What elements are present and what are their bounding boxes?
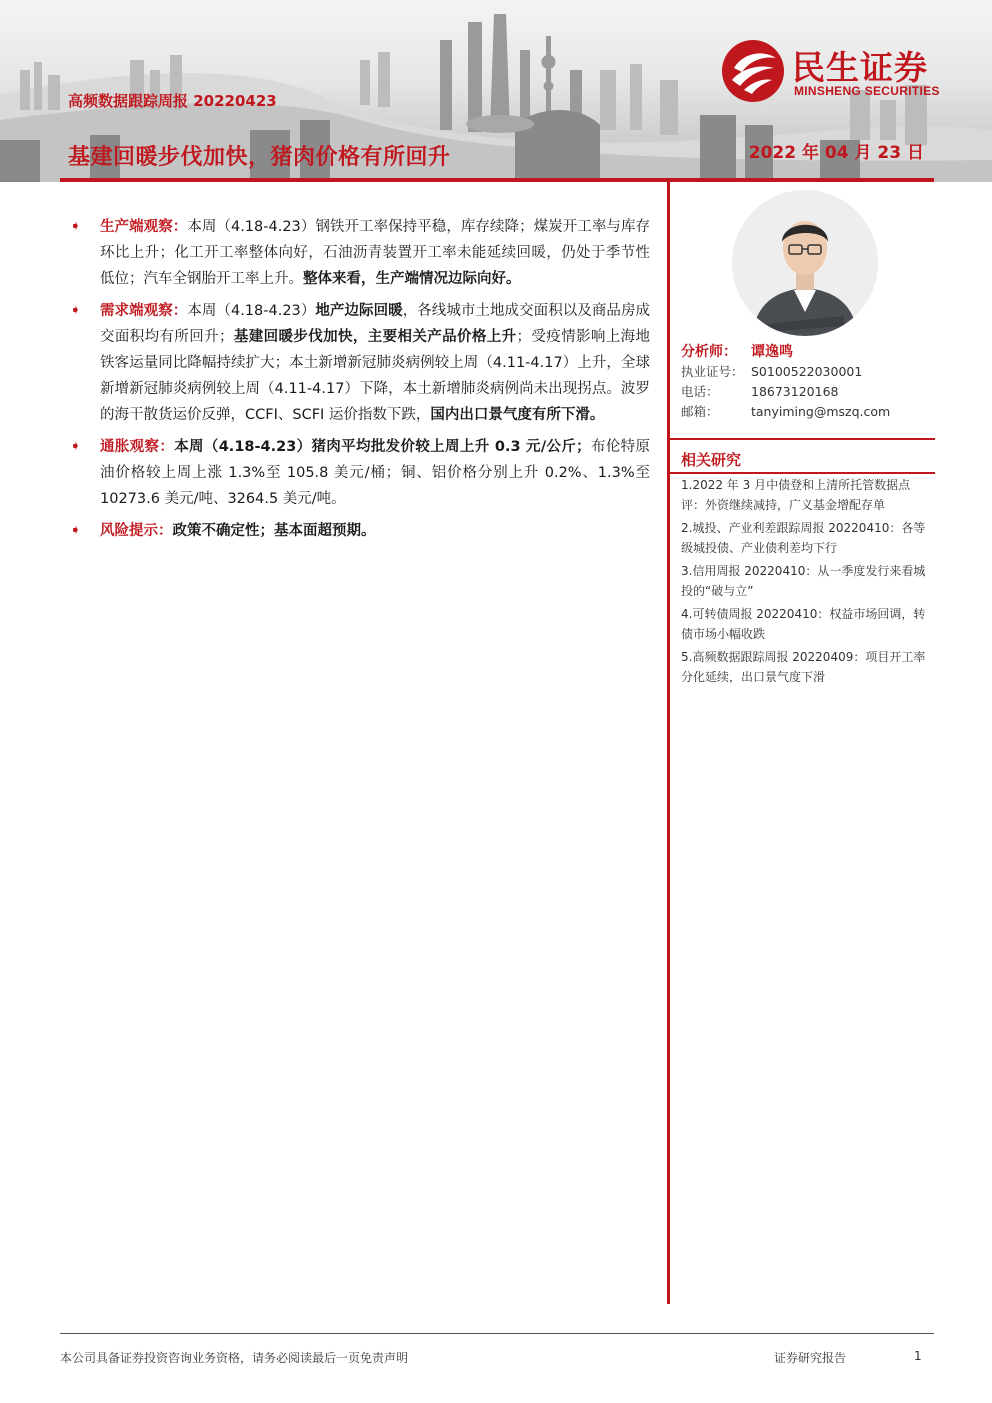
analyst-cert-label: 执业证号： [681,364,744,379]
bullet-production [68,214,650,292]
bullet-arrow-icon: ➧ [70,303,81,318]
analyst-phone-label: 电话： [681,384,719,399]
analyst-portrait-image [732,190,878,336]
analyst-email-row [681,402,935,422]
bullet-highlight: 本周（4.18-4.23）猪肉平均批发价较上周上升 0.3 元/公斤； [174,439,591,455]
bullet-highlight: 地产边际回暖 [315,303,403,319]
bullet-lead: 生产端观察： [100,219,188,235]
bullet-conclusion: 整体来看，生产端情况边际向好。 [303,271,521,287]
report-date: 2022 年 04 月 23 日 [748,143,924,163]
related-research-item[interactable]: 1.2022 年 3 月中债登和上清所托管数据点评：外资继续减持，广义基金增配存单 [681,478,911,512]
header-rule [60,178,934,182]
bullet-demand [68,298,650,428]
bullet-arrow-icon: ➧ [70,523,81,538]
bullet-highlight: 基建回暖步伐加快，主要相关产品价格上升 [233,329,517,345]
analyst-phone: 18673120168 [751,384,839,399]
bullet-text: ，各线城市土地成交面积以及商品房成交面积均有所回升； [100,303,651,345]
bullet-text: ；受疫情影响上海地铁客运量同比降幅持续扩大；本土新增新冠肺炎病例较上周（4.11-4.17）上升，全球新增新冠肺炎病例较上周（4.11-4.17）下降，本土新增肺炎病例尚未出现拐点。波罗的海干散货运价反弹，CCFI、SCFI 运价指数下跌， [100,329,650,423]
page-number: 1 [914,1349,922,1363]
analyst-email-label: 邮箱： [681,404,719,419]
related-research-list [681,476,929,691]
bullet-risk [68,518,650,544]
bullet-arrow-icon: ➧ [70,439,81,454]
sidebar-rule [670,472,935,474]
minsheng-logo-icon [720,38,786,104]
analyst-name-label: 分析师： [681,344,737,360]
sidebar-rule [670,438,935,440]
summary-section [68,214,650,550]
column-divider [667,182,670,1304]
bullet-arrow-icon: ➧ [70,219,81,234]
header-banner [0,0,992,182]
footer-disclaimer: 本公司具备证券投资咨询业务资格，请务必阅读最后一页免责声明 [60,1351,409,1365]
analyst-name-row [681,342,935,362]
report-title: 基建回暖步伐加快，猪肉价格有所回升 [68,145,451,170]
analyst-phone-row [681,382,935,402]
bullet-text: 本周（4.18-4.23） [187,303,316,319]
related-research-item[interactable]: 5.高频数据跟踪周报 20220409：项目开工率分化延续，出口景气度下滑 [681,650,926,684]
bullet-text: 本周（4.18-4.23）钢铁开工率保持平稳，库存续降；煤炭开工率与库存环比上升；化工开工率整体向好，石油沥青装置开工率未能延续回暖，仍处于季节性低位；汽车全钢胎开工率上升。 [100,219,650,287]
bullet-lead: 通胀观察： [100,439,175,455]
analyst-info [681,342,935,422]
report-series: 高频数据跟踪周报 20220423 [68,92,277,110]
footer-rule [60,1333,934,1334]
analyst-cert-row [681,362,935,382]
bullet-lead: 需求端观察： [100,303,188,319]
bullet-inflation [68,434,650,512]
related-research-item[interactable]: 2.城投、产业利差跟踪周报 20220410：各等级城投债、产业债利差均下行 [681,521,926,555]
related-research-item[interactable]: 4.可转债周报 20220410：权益市场回调，转债市场小幅收跌 [681,607,926,641]
related-research-item[interactable]: 3.信用周报 20220410：从一季度发行来看城投的“破与立” [681,564,926,598]
minsheng-logo [720,38,970,104]
logo-english-name: MINSHENG SECURITIES [794,84,940,98]
analyst-name: 谭逸鸣 [751,344,793,360]
bullet-highlight: 政策不确定性；基本面超预期。 [172,523,376,539]
related-research-title: 相关研究 [681,451,742,469]
bullet-lead: 风险提示： [100,523,173,539]
logo-chinese-name: 民生证券 [792,48,928,87]
footer-doc-type: 证券研究报告 [774,1351,847,1365]
bullet-conclusion: 国内出口景气度有所下滑。 [430,407,605,423]
analyst-email: tanyiming@mszq.com [751,404,891,419]
analyst-cert: S0100522030001 [751,364,863,379]
analyst-photo [732,190,878,336]
bullet-text: 布伦特原油价格较上周上涨 1.3%至 105.8 美元/桶；铜、铝价格分别上升 0.2%、1.3%至 10273.6 美元/吨、3264.5 美元/吨。 [100,439,651,507]
